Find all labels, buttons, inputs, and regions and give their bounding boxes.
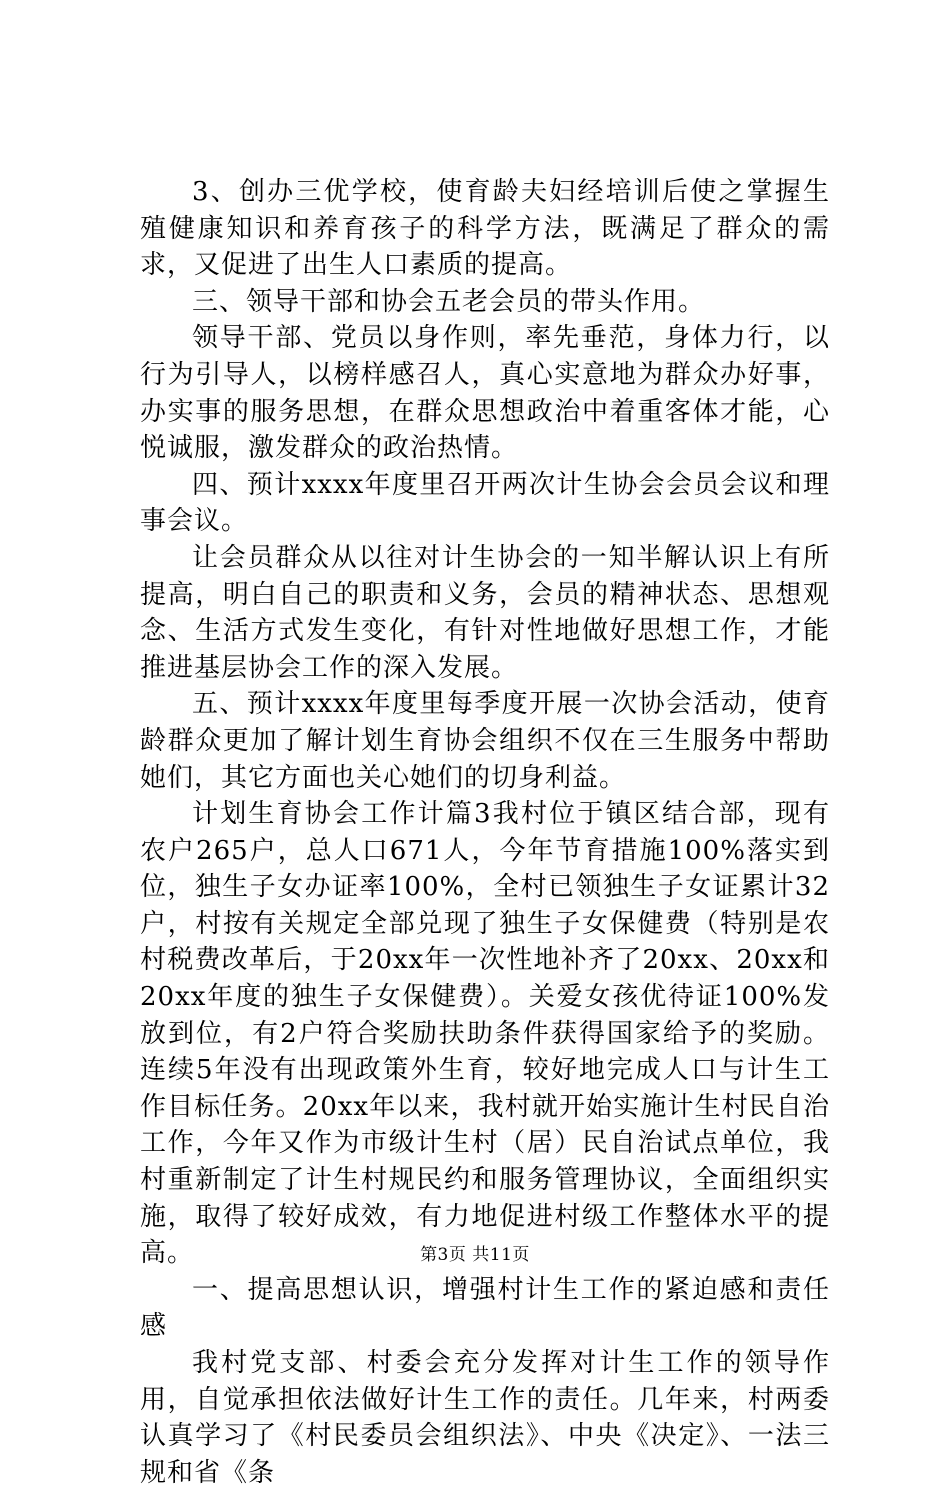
page-footer: 第3页 共11页: [420, 1245, 530, 1265]
paragraph-plan-3-intro: 计划生育协会工作计篇3我村位于镇区结合部，现有农户265户，总人口671人，今年节育措施100%落实到位，独生子女办证率100%，全村已领独生子女证累计32户，村按有关规定全部兑现了独生子女保健费（特别是农村税费改革后，于20xx年一次性地补齐了20xx、20xx和20xx年度的独生子女保健费）。关爱女孩优待证100%发放到位，有2户符合奖励扶助条件获得国家给予的奖励。连续5年没有出现政策外生育，较好地完成人口与计生工作目标任务。20xx年以来，我村就开始实施计生村民自治工作，今年又作为市级计生村（居）民自治试点单位，我村重新制定了计生村规民约和服务管理协议，全面组织实施，取得了较好成效，有力地促进村级工作整体水平的提高。: [140, 799, 830, 1269]
paragraph-members-awareness: 让会员群众从以往对计生协会的一知半解认识上有所提高，明白自己的职责和义务，会员的精神状态、思想观念、生活方式发生变化，有针对性地做好思想工作，才能推进基层协会工作的深入发展。: [140, 542, 830, 683]
paragraph-item-3-sanyou-school: 3、创办三优学校，使育龄夫妇经培训后使之掌握生殖健康知识和养育孩子的科学方法，既满足了群众的需求，又促进了出生人口素质的提高。: [140, 177, 830, 281]
section-heading-1: 一、提高思想认识，增强村计生工作的紧迫感和责任感: [140, 1274, 830, 1342]
section-heading-5: 五、预计xxxx年度里每季度开展一次协会活动，使育龄群众更加了解计划生育协会组织不仅在三生服务中帮助她们，其它方面也关心她们的切身利益。: [140, 689, 830, 793]
paragraph-party-branch: 我村党支部、村委会充分发挥对计生工作的领导作用，自觉承担依法做好计生工作的责任。几年来，村两委认真学习了《村民委员会组织法》、中央《决定》、一法三规和省《条: [140, 1348, 830, 1488]
document-body: [140, 174, 830, 1491]
paragraph-leaders-role: 领导干部、党员以身作则，率先垂范，身体力行，以行为引导人，以榜样感召人，真心实意地为群众办好事，办实事的服务思想，在群众思想政治中着重客体才能，心悦诚服，激发群众的政治热情。: [140, 323, 830, 464]
section-heading-4: 四、预计xxxx年度里召开两次计生协会会员会议和理事会议。: [140, 469, 830, 537]
section-heading-3: 三、领导干部和协会五老会员的带头作用。: [192, 286, 706, 317]
